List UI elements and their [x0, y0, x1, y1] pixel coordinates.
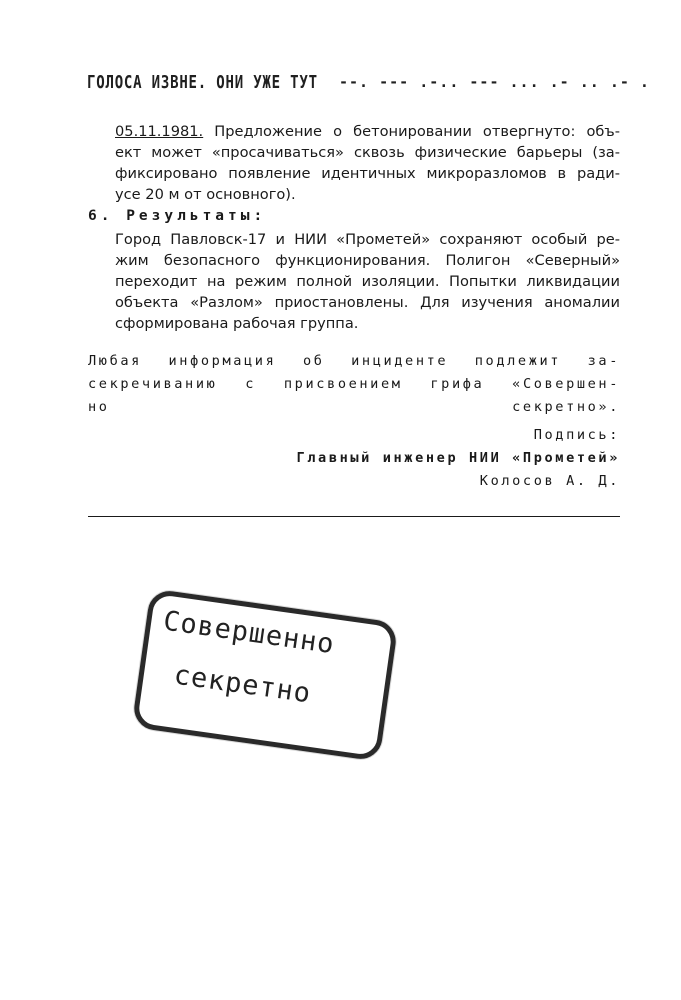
page-header	[87, 72, 650, 93]
paragraph-line: 05.11.1981. Предложение о бетонировании отвергнуто: объ-	[115, 123, 620, 140]
results-paragraph	[115, 229, 620, 334]
paragraph-line: ект может «просачиваться» сквозь физические барьеры (за-	[115, 144, 620, 161]
paragraph-line: объекта «Разлом» приостановлены. Для изучения аномалии	[115, 294, 620, 311]
stamp-text-line-2: секретно	[171, 659, 313, 710]
horizontal-divider	[88, 516, 620, 517]
notice-line: секречиванию с присвоением грифа «Совершен-	[88, 376, 620, 392]
classification-notice	[88, 350, 620, 419]
stamp-text-line-1: Совершенно	[161, 605, 337, 661]
previous-item-paragraph	[115, 121, 620, 205]
paragraph-line: сформирована рабочая группа.	[115, 315, 359, 332]
notice-line: Любая информация об инциденте подлежит за-	[88, 353, 620, 369]
notice-line: но секретно».	[88, 399, 620, 415]
paragraph-line: жим безопасного функционирования. Полигон «Северный»	[115, 252, 620, 269]
header-morse-code: --. --- .-.. --- ... .- .. .- .	[339, 73, 650, 91]
paragraph-line: усе 20 м от основного).	[115, 186, 296, 203]
signatory-name: Колосов А. Д.	[479, 473, 620, 489]
paragraph-line: переходит на режим полной изоляции. Попытки ликвидации	[115, 273, 620, 290]
paragraph-line: Город Павловск-17 и НИИ «Прометей» сохраняют особый ре-	[115, 231, 620, 248]
top-secret-stamp	[131, 588, 398, 761]
header-title: ГОЛОСА ИЗВНЕ. ОНИ УЖЕ ТУТ	[87, 72, 318, 93]
signature-label: Подпись:	[533, 427, 620, 443]
section-heading-results: 6. Результаты:	[88, 208, 267, 224]
signatory-position: Главный инженер НИИ «Прометей»	[296, 450, 620, 466]
paragraph-line: фиксировано появление идентичных микроразломов в ради-	[115, 165, 620, 182]
item-date: 05.11.1981.	[115, 123, 204, 140]
